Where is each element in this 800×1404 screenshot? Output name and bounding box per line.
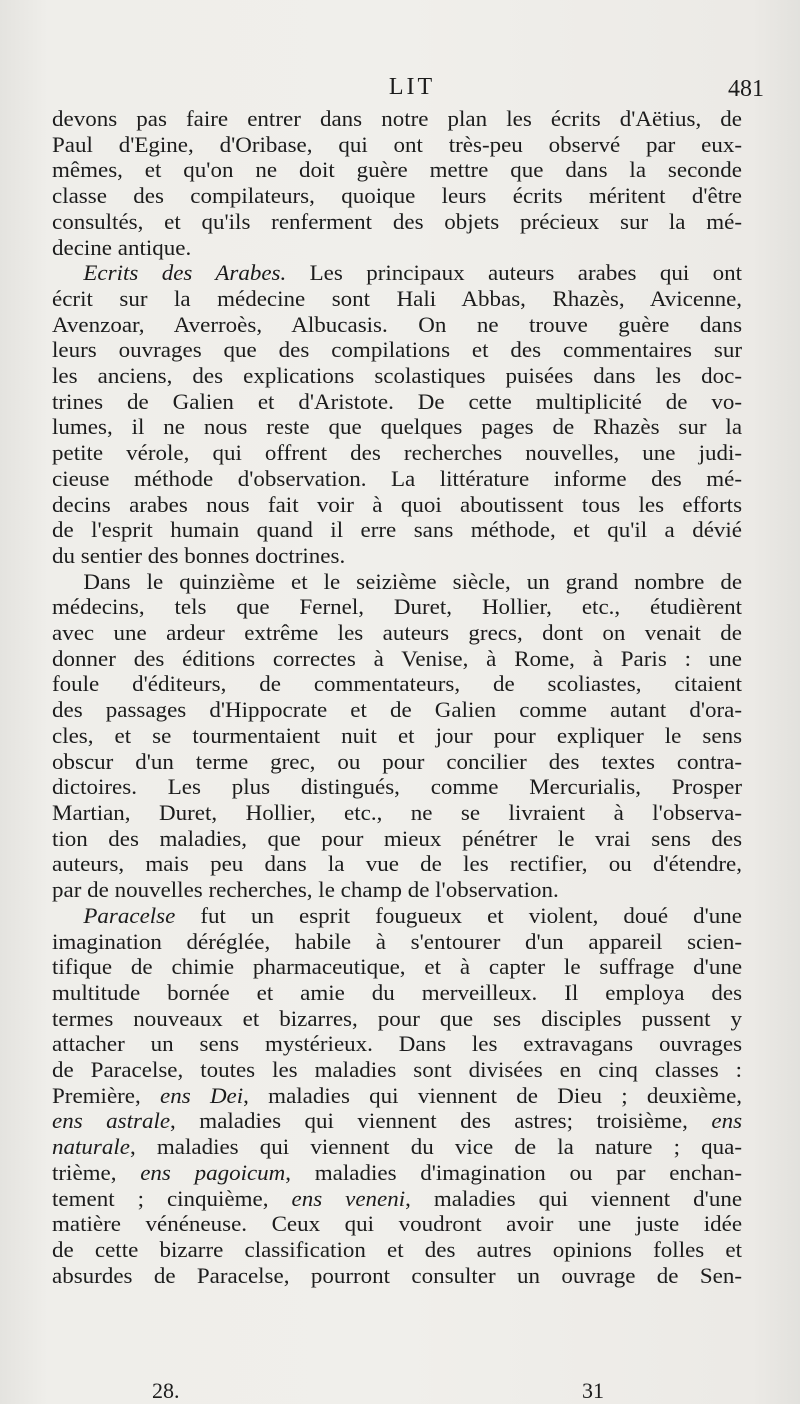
text-segment: fut un esprit fougueux et violent, doué d'une xyxy=(175,902,743,928)
text-segment: , maladies qui viennent de Dieu ; deuxième, xyxy=(243,1082,743,1108)
text-segment: tion des maladies, que pour mieux pénétrer le vrai sens des xyxy=(52,825,743,851)
text-line xyxy=(52,1083,742,1109)
text-line xyxy=(52,440,742,466)
text-line xyxy=(52,1211,742,1237)
text-segment: decins arabes nous fait voir à quoi aboutissent tous les efforts xyxy=(52,491,743,517)
text-line xyxy=(52,1057,742,1083)
text-line xyxy=(52,594,742,620)
text-line xyxy=(52,517,742,543)
folio-number: 31 xyxy=(582,1378,604,1403)
text-line xyxy=(52,671,742,697)
text-line xyxy=(52,1186,742,1212)
text-segment: donner des éditions correctes à Venise, à Rome, à Paris : une xyxy=(52,645,743,671)
text-line xyxy=(52,851,742,877)
text-segment: par de nouvelles recherches, le champ de l'observation. xyxy=(52,877,559,903)
text-line xyxy=(52,183,742,209)
text-line xyxy=(52,569,742,595)
text-line xyxy=(52,800,742,826)
text-segment: imagination déréglée, habile à s'entourer d'un appareil scien- xyxy=(52,928,743,954)
text-segment: tifique de chimie pharmaceutique, et à capter le suffrage d'une xyxy=(52,954,743,980)
text-segment: , maladies qui viennent du vice de la nature ; qua- xyxy=(129,1134,743,1160)
text-line xyxy=(52,132,742,158)
page-footer xyxy=(52,1378,772,1404)
text-line xyxy=(52,235,742,261)
text-segment: des passages d'Hippocrate et de Galien comme autant d'ora- xyxy=(52,697,743,723)
text-segment: petite vérole, qui offrent des recherches nouvelles, une judi- xyxy=(52,440,743,466)
italic-term: ens xyxy=(711,1108,743,1134)
text-segment: classe des compilateurs, quoique leurs écrits méritent d'être xyxy=(52,183,743,209)
text-line xyxy=(52,723,742,749)
text-line xyxy=(52,929,742,955)
text-line xyxy=(52,466,742,492)
text-segment: absurdes de Paracelse, pourront consulter un ouvrage de Sen- xyxy=(52,1262,743,1288)
text-line xyxy=(52,414,742,440)
page-number: 481 xyxy=(728,76,764,102)
text-line xyxy=(52,1134,742,1160)
text-segment: Martian, Duret, Hollier, etc., ne se livraient à l'observa- xyxy=(52,799,743,825)
text-segment: du sentier des bonnes doctrines. xyxy=(52,542,346,568)
running-head: LIT xyxy=(388,74,436,100)
italic-term: ens astrale xyxy=(52,1108,171,1134)
text-segment: les anciens, des explications scolastiques puisées dans les doc- xyxy=(52,363,743,389)
text-segment: , maladies qui viennent d'une xyxy=(405,1185,743,1211)
text-segment: de cette bizarre classification et des autres opinions folles et xyxy=(52,1236,743,1262)
text-segment: écrit sur la médecine sont Hali Abbas, Rhazès, Avicenne, xyxy=(52,285,743,311)
text-line xyxy=(52,774,742,800)
text-line xyxy=(52,1108,742,1134)
italic-term: ens Dei xyxy=(160,1082,244,1108)
text-segment: tement ; cinquième, xyxy=(52,1185,292,1211)
text-line xyxy=(52,646,742,672)
text-segment: decine antique. xyxy=(52,234,192,260)
text-line xyxy=(52,903,742,929)
text-segment: mêmes, et qu'on ne doit guère mettre que dans la seconde xyxy=(52,157,743,183)
text-segment: de Paracelse, toutes les maladies sont divisées en cinq classes : xyxy=(52,1057,743,1083)
text-line xyxy=(52,312,742,338)
text-segment: lumes, il ne nous reste que quelques pages de Rhazès sur la xyxy=(52,414,743,440)
text-line xyxy=(52,209,742,235)
text-segment: devons pas faire entrer dans notre plan les écrits d'Aëtius, de xyxy=(52,106,743,131)
text-segment: de l'esprit humain quand il erre sans méthode, et qu'il a dévié xyxy=(52,517,743,543)
text-segment: auteurs, mais peu dans la vue de les rectifier, ou d'étendre, xyxy=(52,851,743,877)
text-segment: cieuse méthode d'observation. La littérature informe des mé- xyxy=(52,465,743,491)
text-segment: Les principaux auteurs arabes qui ont xyxy=(286,260,743,286)
text-segment: trines de Galien et d'Aristote. De cette multiplicité de vo- xyxy=(52,388,743,414)
text-segment: , maladies qui viennent des astres; troisième, xyxy=(170,1108,712,1134)
italic-term: Paracelse xyxy=(83,902,176,928)
text-segment: obscur d'un terme grec, ou pour concilier des textes contra- xyxy=(52,748,743,774)
text-segment: multitude bornée et amie du merveilleux. Il employa des xyxy=(52,979,743,1005)
text-segment: consultés, et qu'ils renferment des objets précieux sur la mé- xyxy=(52,208,743,234)
text-line xyxy=(52,620,742,646)
italic-term: Ecrits des Arabes. xyxy=(83,260,287,286)
signature-mark: 28. xyxy=(152,1378,180,1403)
text-segment: avec une ardeur extrême les auteurs grecs, dont on venait de xyxy=(52,620,743,646)
text-line xyxy=(52,1263,742,1289)
text-line xyxy=(52,749,742,775)
text-segment: médecins, tels que Fernel, Duret, Hollier, etc., étudièrent xyxy=(52,594,743,620)
text-line xyxy=(52,106,742,132)
text-segment: matière vénéneuse. Ceux qui voudront avoir une juste idée xyxy=(52,1211,743,1237)
text-line xyxy=(52,826,742,852)
text-segment: termes nouveaux et bizarres, pour que ses disciples pussent y xyxy=(52,1005,743,1031)
text-segment: dictoires. Les plus distingués, comme Mercurialis, Prosper xyxy=(52,774,743,800)
text-segment: foule d'éditeurs, de commentateurs, de scoliastes, citaient xyxy=(52,671,743,697)
italic-term: ens pagoicum xyxy=(140,1159,286,1185)
text-line xyxy=(52,1006,742,1032)
text-line xyxy=(52,157,742,183)
text-segment: leurs ouvrages que des compilations et des commentaires sur xyxy=(52,337,743,363)
text-segment: trième, xyxy=(52,1159,141,1185)
text-line xyxy=(52,954,742,980)
text-line xyxy=(52,1160,742,1186)
text-line xyxy=(52,286,742,312)
text-segment: , maladies d'imagination ou par enchan- xyxy=(285,1159,743,1185)
italic-term: naturale xyxy=(52,1134,130,1160)
text-segment: Avenzoar, Averroès, Albucasis. On ne trouve guère dans xyxy=(52,311,743,337)
text-line xyxy=(52,980,742,1006)
text-segment: Première, xyxy=(52,1082,161,1108)
text-line xyxy=(52,337,742,363)
body-text xyxy=(52,106,742,1288)
text-line xyxy=(52,1237,742,1263)
text-segment: Dans le quinzième et le seizième siècle, un grand nombre de xyxy=(83,568,743,594)
text-line xyxy=(52,389,742,415)
italic-term: ens veneni xyxy=(291,1185,406,1211)
text-segment: cles, et se tourmentaient nuit et jour pour expliquer le sens xyxy=(52,722,743,748)
text-line xyxy=(52,543,742,569)
text-segment: Paul d'Egine, d'Oribase, qui ont très-peu observé par eux- xyxy=(52,131,743,157)
text-line xyxy=(52,1031,742,1057)
text-line xyxy=(52,363,742,389)
text-line xyxy=(52,492,742,518)
text-line xyxy=(52,697,742,723)
text-line xyxy=(52,260,742,286)
page-header xyxy=(52,74,772,108)
text-line xyxy=(52,877,742,903)
text-segment: attacher un sens mystérieux. Dans les extravagans ouvrages xyxy=(52,1031,743,1057)
